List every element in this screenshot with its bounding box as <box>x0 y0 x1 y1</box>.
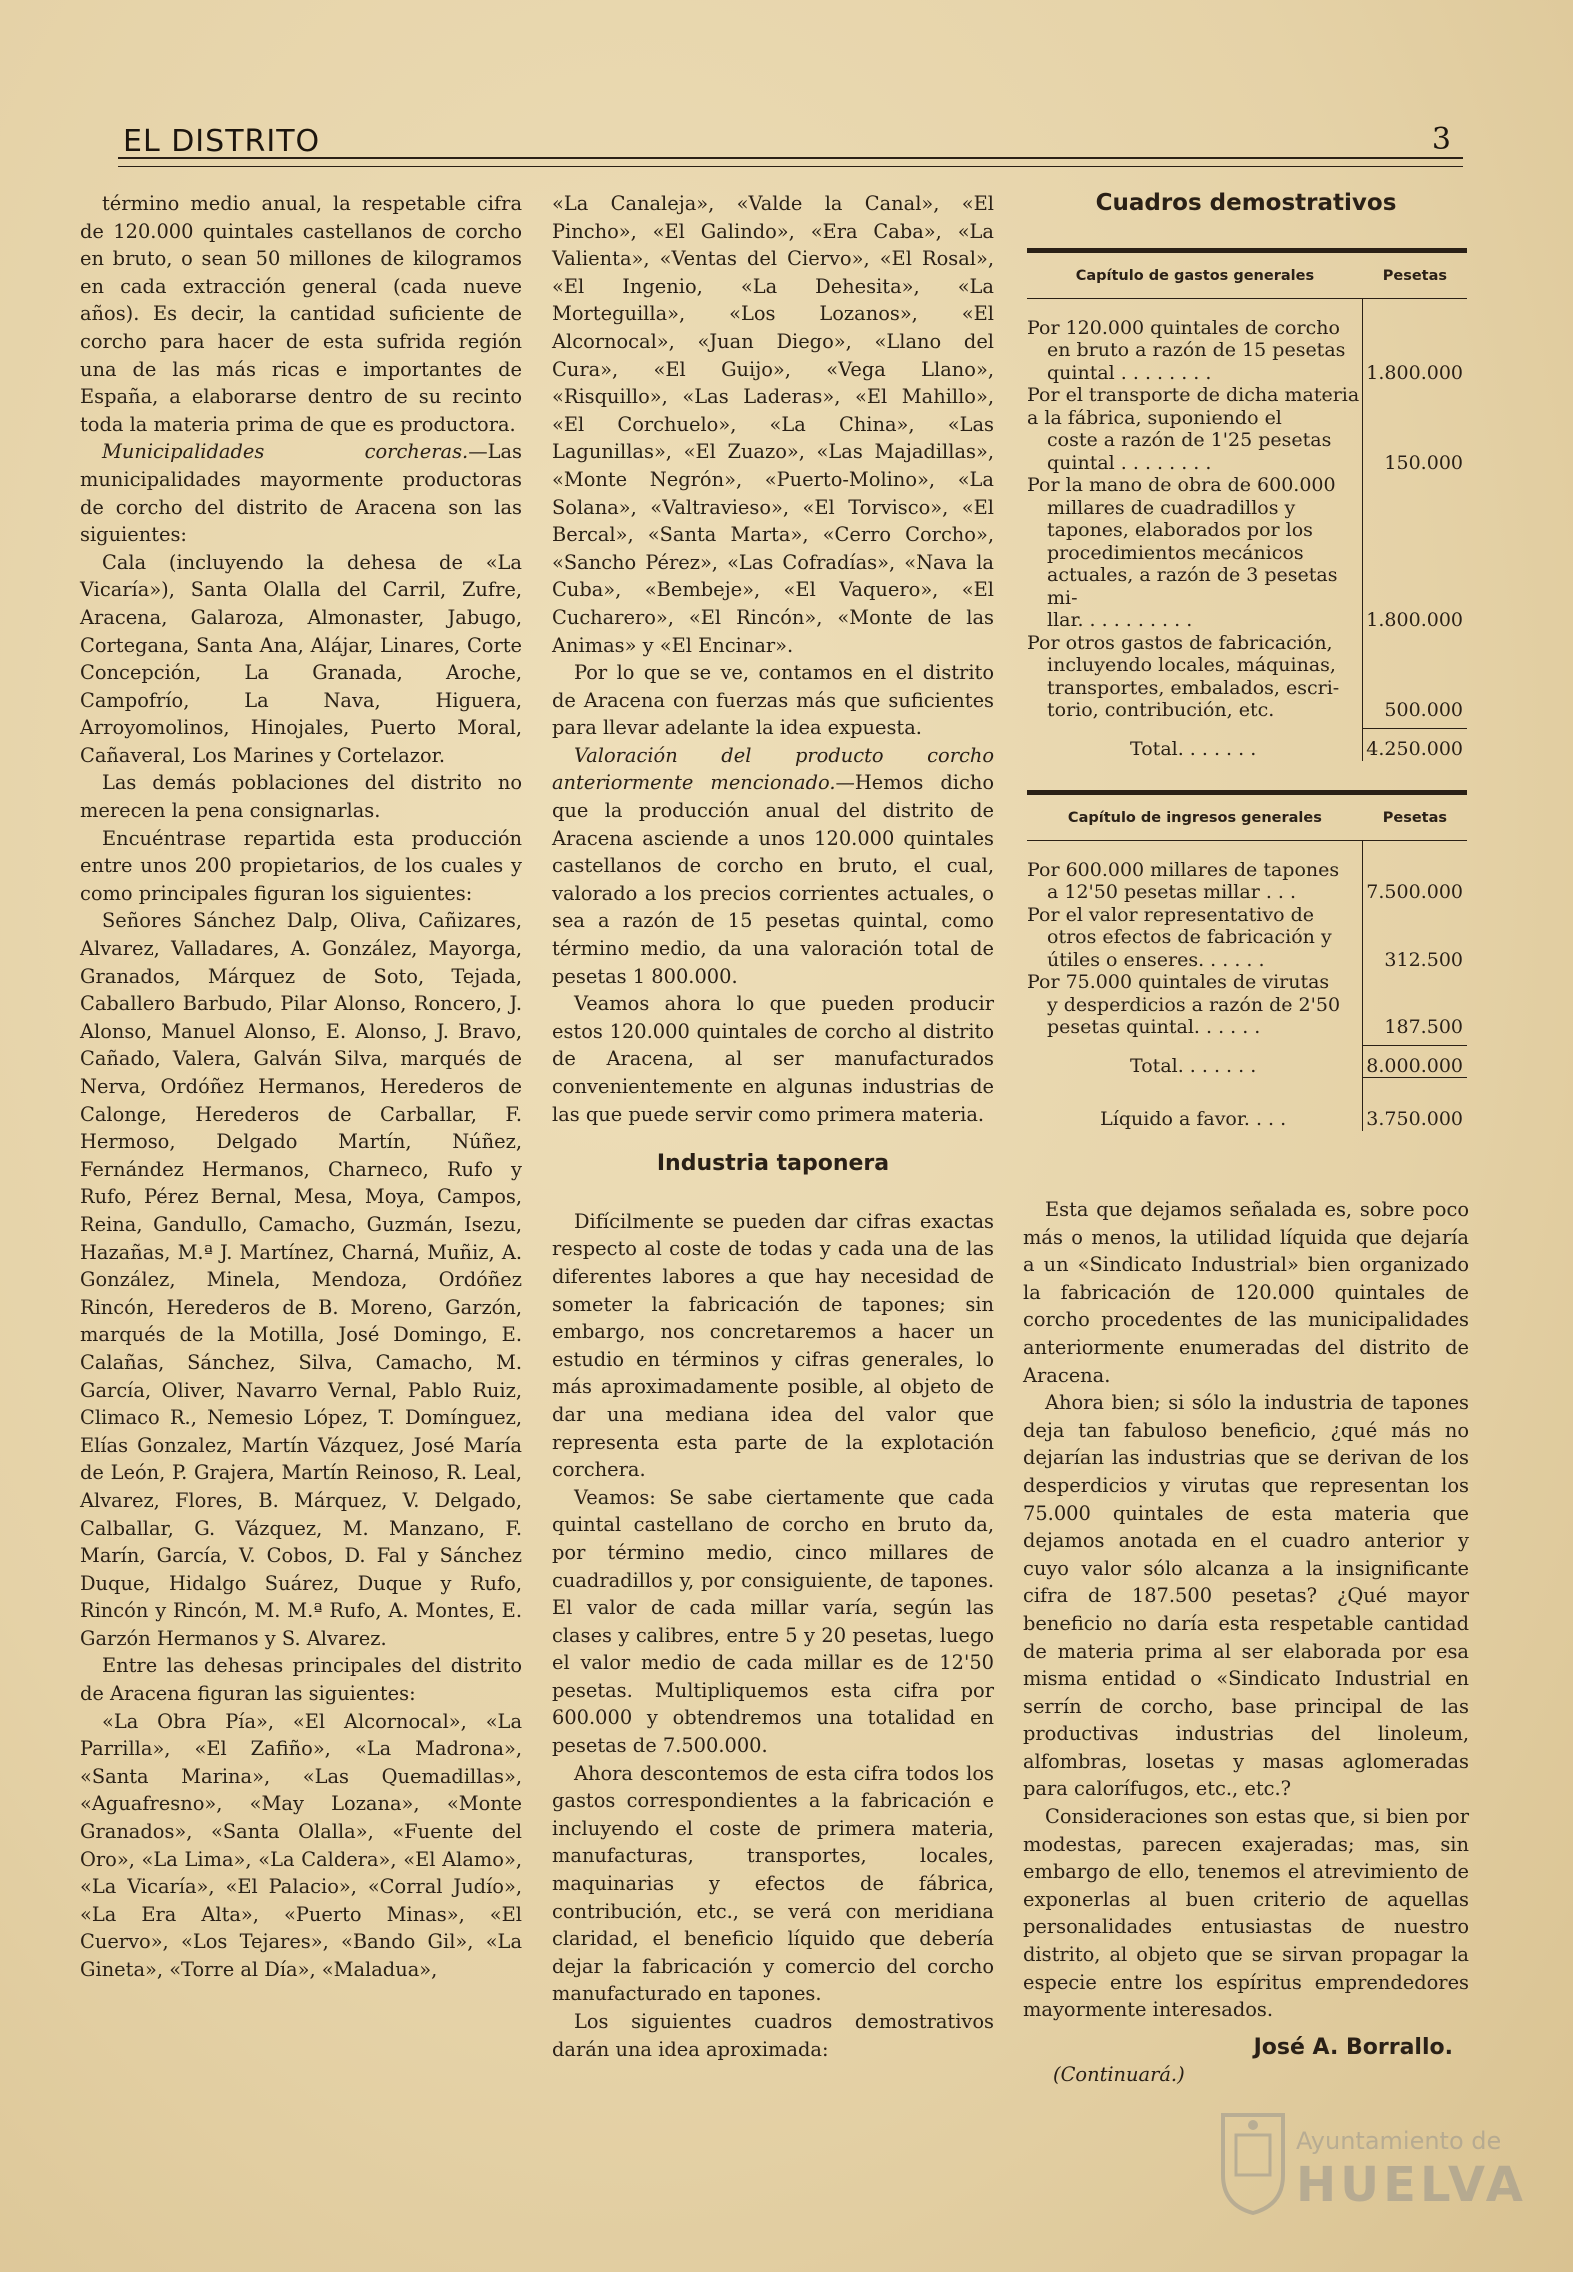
watermark-line1: Ayuntamiento de <box>1296 2127 1502 2155</box>
paragraph-text: Consideraciones son estas que, si bien por modestas, parecen exajeradas; mas, sin embargo de ello, tenemos el atrevimiento de exponerlas al buen criterio de aquellas personalidades entusiastas de nuestro distrito, al objeto que se sirvan propagar la especie entre los espíritus emprendedores mayormente interesados. <box>1023 1805 1469 2022</box>
paragraph-text: Entre las dehesas principales del distrito de Aracena figuran las siguientes: <box>80 1654 522 1706</box>
watermark <box>1218 2105 1538 2225</box>
row-first-line: Por 120.000 quintales de corcho <box>1027 316 1340 339</box>
paragraph <box>552 190 994 659</box>
continuation-note: (Continuará.) <box>1053 2063 1185 2087</box>
total-amount: 8.000.000 <box>1363 1045 1467 1078</box>
paragraph-text: —Las municipalidades mayormente productoras de corcho del distrito de Aracena son las siguientes: <box>80 440 522 547</box>
column-1 <box>80 190 522 1984</box>
shield-icon <box>1218 2105 1288 2215</box>
signature: José A. Borrallo. <box>1253 2034 1453 2060</box>
row-last-line: pesetas quintal. . . . . . <box>1047 1016 1261 1038</box>
paragraph-text: «La Canaleja», «Valde la Canal», «El Pincho», «El Galindo», «Era Caba», «La Valienta», «Ventas del Ciervo», «El Rosal», «El Ingenio, «La Dehesita», «La Morteguilla», «Los Lozanos», «El Alcornocal», «Juan Diego», «Llano del Cura», «El Guijo», «Vega Llano», «Risquillo», «Las Laderas», «El Mahillo», «El Corchuelo», «La China», «Las Lagunillas», «El Zuazo», «Las Majadillas», «Monte Negrón», «Puerto-Molino», «La Solana», «Valtravieso», «El Torvisco», «El Bercal», «Santa Marta», «Cerro Corcho», «Sancho Pérez», «Las Cofradías», «Nava la Cuba», «Bembeje», «El Vaquero», «El Cucharero», «El Rincón», «Monte de las Animas» y «El Encinar». <box>552 192 994 657</box>
row-amount: 500.000 <box>1363 632 1467 722</box>
paragraph <box>552 990 994 1128</box>
liquido-amount: 3.750.000 <box>1363 1078 1467 1131</box>
watermark-line2: HUELVA <box>1296 2157 1527 2213</box>
row-continuation: millares de cuadradillos y tapones, elaborados por los procedimientos mecánicos actuales, a razón de 3 pesetas mi- <box>1047 496 1338 609</box>
paragraph-text: Ahora bien; si sólo la industria de tapones deja tan fabuloso beneficio, ¿qué más no dejarían las industrias que se derivan de los desperdicios y virutas que representan los 75.000 quintales de esta materia que dejamos anotada en el cuadro anterior y cuyo valor sólo alcanza a la insignificante cifra de 187.500 pesetas? ¿Qué mayor beneficio no daría esta respetable cantidad de materia prima al ser elaborada por esa misma entidad o «Sindicato Industrial en serrín de corcho, base principal de las productivas industrias del linoleum, alfombras, losetas y masas aglomeradas para calorífugos, etc., etc.? <box>1023 1391 1469 1801</box>
paragraph <box>80 825 522 908</box>
paragraph-text: Por lo que se ve, contamos en el distrito de Aracena con fuerzas más que suficientes para llevar adelante la idea expuesta. <box>552 661 994 740</box>
row-last-line: llar. . . . . . . . . . <box>1047 609 1193 631</box>
row-amount: 1.800.000 <box>1363 317 1467 385</box>
row-first-line: Por la mano de obra de 600.000 <box>1027 474 1336 496</box>
subtitle: Municipalidades corcheras. <box>102 440 469 464</box>
row-continuation: y desperdicios a razón de 2'50 <box>1047 993 1341 1016</box>
row-first-line: Por otros gastos de fabricación, <box>1027 631 1333 654</box>
column-3 <box>1023 1196 1469 2089</box>
row-last-line: quintal . . . . . . . . <box>1047 451 1212 474</box>
spacer-row <box>1027 298 1467 317</box>
paragraph <box>1023 1389 1469 1803</box>
row-amount: 312.500 <box>1363 904 1467 972</box>
paragraph <box>80 1652 522 1707</box>
liquido-label: Líquido a favor. . . . <box>1100 1108 1287 1130</box>
header-rule <box>118 157 1463 167</box>
table-row <box>1027 384 1467 474</box>
paragraph <box>80 769 522 824</box>
paragraph-text: Esta que dejamos señalada es, sobre poco más o menos, la utilidad líquida que dejaría a un «Sindicato Industrial» bien organizado la fabricación de 120.000 quintales de corcho procedentes de las municipalidades anteriormente enumeradas del distrito de Aracena. <box>1023 1198 1469 1387</box>
total-label: Total. . . . . . . <box>1130 1055 1257 1077</box>
paragraph <box>80 438 522 548</box>
paragraph-text: Los siguientes cuadros demostrativos darán una idea aproximada: <box>552 2010 994 2061</box>
table-row <box>1027 317 1467 385</box>
row-last-line: a 12'50 pesetas millar . . . <box>1047 881 1297 903</box>
row-description <box>1027 384 1363 474</box>
row-description <box>1027 317 1363 385</box>
row-description <box>1027 474 1363 632</box>
subtitle: Valoración del producto corcho anteriormente mencionado. <box>552 743 994 795</box>
row-last-line: torio, contribución, etc. <box>1047 699 1275 721</box>
page-number: 3 <box>1431 122 1451 157</box>
newspaper-title: EL DISTRITO <box>123 124 321 159</box>
table-row <box>1027 971 1467 1039</box>
paragraph-text: «La Obra Pía», «El Alcornocal», «La Parrilla», «El Zafiño», «La Madrona», «Santa Marina», «Las Quemadillas», «Aguafresno», «May Lozana», «Monte Granados», «Santa Olalla», «Fuente del Oro», «La Lima», «La Caldera», «El Alamo», «La Vicaría», «El Palacio», «Corral Judío», «La Era Alta», «Puerto Minas», «El Cuervo», «Los Tejares», «Bando Gil», «La Gineta», «Torre al Día», «Maladua», <box>80 1709 522 1981</box>
total-row <box>1027 728 1467 761</box>
gastos-header-desc: Capítulo de gastos generales <box>1027 251 1363 299</box>
liquido-row <box>1027 1078 1467 1131</box>
spacer-row <box>1027 840 1467 859</box>
row-continuation: coste a razón de 1'25 pesetas <box>1047 429 1332 451</box>
paragraph <box>80 1708 522 1984</box>
row-description <box>1027 904 1363 972</box>
row-last-line: útiles o enseres. . . . . . <box>1047 948 1265 971</box>
paragraph <box>1023 1803 1469 2024</box>
total-amount: 4.250.000 <box>1363 728 1467 761</box>
gastos-table <box>1027 248 1467 761</box>
row-description <box>1027 971 1363 1039</box>
paragraph-text: Veamos ahora lo que pueden producir estos 120.000 quintales de corcho al distrito de Aracena, al ser manufacturados convenientemente en algunas industrias de las que puede servir como primera materia. <box>552 992 994 1126</box>
row-amount: 150.000 <box>1363 384 1467 474</box>
table-row <box>1027 632 1467 722</box>
paragraph-text: Cala (incluyendo la dehesa de «La Vicaría»), Santa Olalla del Carril, Zufre, Aracena, Galaroza, Almonaster, Jabugo, Cortegana, Santa Ana, Alájar, Linares, Corte Concepción, La Granada, Aroche, Campofrío, La Nava, Higuera, Arroyomolinos, Hinojales, Puerto Moral, Cañaveral, Los Marines y Cortelazor. <box>80 550 522 767</box>
row-first-line: Por 600.000 millares de tapones <box>1027 858 1340 881</box>
paragraph <box>552 1484 994 1760</box>
row-first-line: Por 75.000 quintales de virutas <box>1027 971 1330 993</box>
paragraph-text: término medio anual, la respetable cifra de 120.000 quintales castellanos de corcho en bruto, o sean 50 millones de kilogramos en cada extracción general (cada nueve años). Es decir, la cantidad suficiente de corcho para hacer de esta sufrida región una de las más ricas e importantes de España, a elaborarse dentro de su recinto toda la materia prima de que es productora. <box>80 192 522 436</box>
paragraph <box>552 1208 994 1484</box>
row-description <box>1027 859 1363 904</box>
row-continuation: otros efectos de fabricación y <box>1047 926 1332 948</box>
paragraph-text: Veamos: Se sabe ciertamente que cada quintal castellano de corcho en bruto da, por término medio, cinco millares de cuadradillos y, por consiguiente, de tapones. El valor de cada millar varía, según las clases y calibres, entre 5 y 20 pesetas, luego el valor medio de cada millar es de 12'50 pesetas. Multipliquemos esta cifra por 600.000 y obtendremos una totalidad en pesetas de 7.500.000. <box>552 1485 994 1758</box>
paragraph-text: Encuéntrase repartida esta producción entre unos 200 propietarios, de los cuales y como principales figuran los siguientes: <box>80 826 522 905</box>
row-description <box>1027 632 1363 722</box>
row-last-line: quintal . . . . . . . . <box>1047 361 1212 384</box>
paragraph <box>80 549 522 770</box>
column-2 <box>552 190 994 2063</box>
table-row <box>1027 859 1467 904</box>
row-first-line: Por el transporte de dicha materia a la fábrica, suponiendo el <box>1027 384 1360 429</box>
section-heading: Industria taponera <box>656 1151 890 1177</box>
row-first-line: Por el valor representativo de <box>1027 903 1314 926</box>
paragraph <box>552 1760 994 2008</box>
total-label: Total. . . . . . . <box>1130 738 1257 760</box>
page-header <box>118 118 1461 158</box>
paragraph-text: Difícilmente se pueden dar cifras exactas respecto al coste de todas y cada una de las diferentes labores a que hay necesidad de someter la fabricación de tapones; sin embargo, nos concretaremos a hacer un estudio en términos y cifras generales, lo más aproximadamente posible, al objeto de dar una mediana idea del valor que representa esta parte de la explotación corchera. <box>552 1209 994 1482</box>
paragraph <box>552 659 994 742</box>
row-continuation: incluyendo locales, máquinas, transportes, embalados, escri- <box>1047 654 1340 699</box>
ingresos-header-amt: Pesetas <box>1363 793 1467 841</box>
table-row <box>1027 474 1467 632</box>
row-amount: 187.500 <box>1363 971 1467 1039</box>
ingresos-table <box>1027 790 1467 1131</box>
paragraph-text: Las demás poblaciones del distrito no merecen la pena consignarlas. <box>80 771 522 823</box>
cuadros-title: Cuadros demostrativos <box>1095 190 1397 216</box>
paragraph <box>552 742 994 990</box>
row-amount: 7.500.000 <box>1363 859 1467 904</box>
paragraph <box>552 2008 994 2063</box>
paragraph-text: Ahora descontemos de esta cifra todos los gastos correspondientes a la fabricación e incluyendo el coste de primera materia, manufacturas, transportes, locales, maquinarias y efectos de fábrica, contribución, etc., se verá con meridiana claridad, el beneficio líquido que debería dejar la fabricación y comercio del corcho manufacturado en tapones. <box>552 1761 994 2006</box>
row-amount: 1.800.000 <box>1363 474 1467 632</box>
paragraph-text: —Hemos dicho que la producción anual del distrito de Aracena asciende a unos 120.000 quintales castellanos de corcho en bruto, el cual, valorado a los precios corrientes actuales, o sea a razón de 15 pesetas quintal, como término medio, da una valoración total de pesetas 1 800.000. <box>552 771 994 988</box>
paragraph <box>80 190 522 438</box>
row-continuation: en bruto a razón de 15 pesetas <box>1047 339 1346 361</box>
ingresos-header-desc: Capítulo de ingresos generales <box>1027 793 1363 841</box>
total-row <box>1027 1045 1467 1078</box>
gastos-header-amt: Pesetas <box>1363 251 1467 299</box>
paragraph <box>80 907 522 1652</box>
table-row <box>1027 904 1467 972</box>
paragraph <box>1023 1196 1469 1389</box>
paragraph-text: Señores Sánchez Dalp, Oliva, Cañizares, Alvarez, Valladares, A. González, Mayorga, Granados, Márquez de Soto, Tejada, Caballero Barbudo, Pilar Alonso, Roncero, J. Alonso, Manuel Alonso, E. Alonso, J. Bravo, Cañado, Valera, Galván Silva, marqués de Nerva, Ordóñez Hermanos, Herederos de Calonge, Herederos de Carballar, F. Hermoso, Delgado Martín, Núñez, Fernández Hermanos, Charneco, Rufo y Rufo, Pérez Bernal, Mesa, Moya, Campos, Reina, Gandullo, Camacho, Guzmán, Isezu, Hazañas, M.ª J. Martínez, Charná, Muñiz, A. González, Minela, Mendoza, Ordóñez Rincón, Herederos de B. Moreno, Garzón, marqués de la Motilla, José Domingo, E. Calañas, Sánchez, Silva, Camacho, M. García, Oliver, Navarro Vernal, Pablo Ruiz, Climaco R., Nemesio López, T. Domínguez, Elías Gonzalez, Martín Vázquez, José María de León, P. Grajera, Martín Reinoso, R. Leal, Alvarez, Flores, B. Márquez, V. Delgado, Calballar, G. Vázquez, M. Manzano, F. Marín, García, V. Cobos, D. Fal y Sánchez Duque, Hidalgo Suárez, Duque y Rufo, Rincón y Rincón, M. M.ª Rufo, A. Montes, E. Garzón Hermanos y S. Alvarez. <box>80 909 522 1650</box>
